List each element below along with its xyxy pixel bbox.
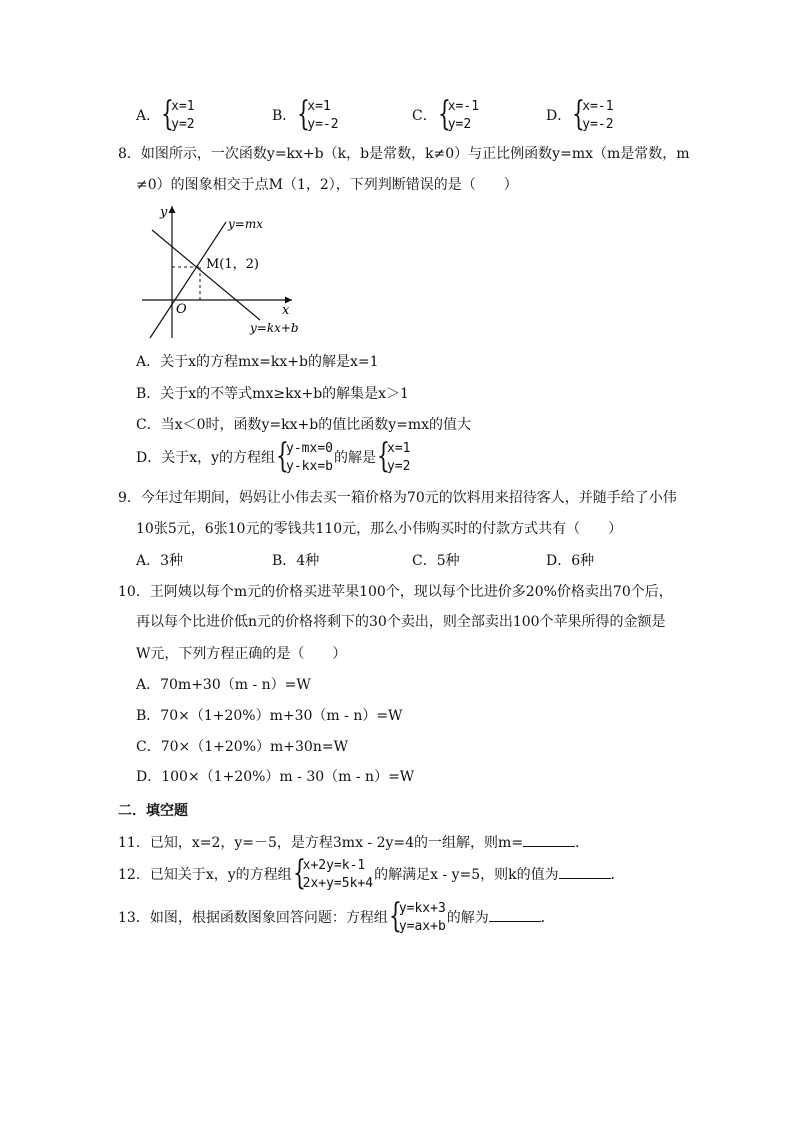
equation-system: { y-mx=0 y-kx=b [276,436,333,476]
q13-prefix: 13．如图，根据函数图象回答问题：方程组 [118,910,388,926]
option-letter: A． [136,108,161,124]
q8-option-d [136,436,411,476]
answer-blank[interactable] [559,864,611,879]
section-heading-fill-in: 二．填空题 [118,803,188,819]
system-row: y=2 [387,459,411,474]
system-row: y=2 [171,117,195,132]
q9-stem-line2: 10张5元，6张10元的零钱共110元，那么小伟购买时的付款方式共有（ ） [136,521,623,537]
q7-option-c [412,94,480,134]
q9-option-d: D．6种 [546,553,595,569]
y-axis-label: y [160,205,168,220]
q8-function-graph [138,200,308,342]
q9-stem-line1: 9．今年过年期间，妈妈让小伟去买一箱价格为70元的饮料用来招待客人，并随手给了小伟 [118,490,677,506]
line-mx [150,222,226,338]
q8-stem-line1: 8．如图所示，一次函数y=kx+b（k，b是常数，k≠0）与正比例函数y=mx（m是常数，m [118,146,690,162]
q10-option-c: C．70×（1+20%）m+30n=W [136,739,348,755]
option-letter: C． [412,108,437,124]
q12-prefix: 12．已知关于x，y的方程组 [118,867,292,883]
option-d-prefix: D．关于x，y的方程组 [136,450,276,466]
system-row: y=-2 [582,117,614,132]
system-row: y-mx=0 [286,441,333,456]
origin-label: O [176,302,187,317]
q10-option-a: A．70m+30（m - n）=W [136,677,311,693]
system-row: y=2 [447,117,472,132]
point-m-label: M(1，2) [206,257,259,272]
q9-option-a: A．3种 [136,553,184,569]
q13 [118,896,555,936]
q12-suffix: 的解满足x - y=5，则k的值为 [374,867,559,883]
system-row: y-kx=b [286,459,333,474]
option-d-mid: 的解是 [334,450,376,466]
solution-system: { x=1 y=2 [377,436,411,476]
system-row: x=1 [171,99,195,114]
q9-option-b: B．4种 [272,553,320,569]
equation-system: { x=1 y=2 [161,94,195,134]
q8-option-b: B．关于x的不等式mx≥kx+b的解集是x＞1 [136,386,409,402]
q13-suffix: 的解为 [446,910,489,926]
equation-system: { x=-1 y=2 [437,94,480,134]
q9-option-c: C．5种 [412,553,460,569]
option-letter: B． [272,108,297,124]
equation-system: { x+2y=k-1 2x+y=5k+4 [292,853,374,893]
answer-blank[interactable] [489,907,541,922]
equation-system: { x=-1 y=-2 [572,94,614,134]
q13-end: ． [540,910,555,926]
system-row: x+2y=k-1 [302,858,366,873]
equation-system: { x=1 y=-2 [297,94,339,134]
q7-option-b [272,94,340,134]
option-letter: D． [546,108,572,124]
system-row: x=-1 [447,99,480,114]
q11-end: ． [575,835,590,851]
system-row: y=ax+b [398,919,446,934]
system-row: y=kx+3 [398,901,446,916]
q10-option-b: B．70×（1+20%）m+30（m - n）=W [136,708,403,724]
q8-stem-line2: ≠0）的图象相交于点M（1，2），下列判断错误的是（ ） [136,177,518,193]
system-row: 2x+y=5k+4 [302,876,374,891]
system-row: x=-1 [582,99,614,114]
system-row: x=1 [387,441,411,456]
answer-blank[interactable] [523,832,575,847]
line-mx-label: y=mx [228,217,263,231]
q8-option-c: C．当x＜0时，函数y=kx+b的值比函数y=mx的值大 [136,417,472,433]
q10-stem-line3: W元，下列方程正确的是（ ） [136,646,347,662]
x-axis-label: x [282,303,290,318]
system-row: x=1 [307,99,331,114]
q8-option-a: A．关于x的方程mx=kx+b的解是x=1 [136,354,379,370]
q12-end: ． [610,867,625,883]
q10-stem-line2: 再以每个比进价低n元的价格将剩下的30个卖出，则全部卖出100个苹果所得的金额是 [136,614,666,630]
q7-option-a [136,94,196,134]
q7-option-d [546,94,615,134]
q11 [118,832,589,853]
q10-stem-line1: 10．王阿姨以每个m元的价格买进苹果100个，现以每个比进价多20%价格卖出70个后， [118,584,673,600]
q12 [118,853,625,893]
line-kxb-label: y=kx+b [250,321,299,335]
line-kx-plus-b [152,230,260,320]
equation-system: { y=kx+3 y=ax+b [388,896,446,936]
q11-text: 11．已知，x=2，y=－5，是方程3mx - 2y=4的一组解，则m= [118,835,524,851]
q10-option-d: D．100×（1+20%）m - 30（m - n）=W [136,769,415,785]
system-row: y=-2 [307,117,339,132]
